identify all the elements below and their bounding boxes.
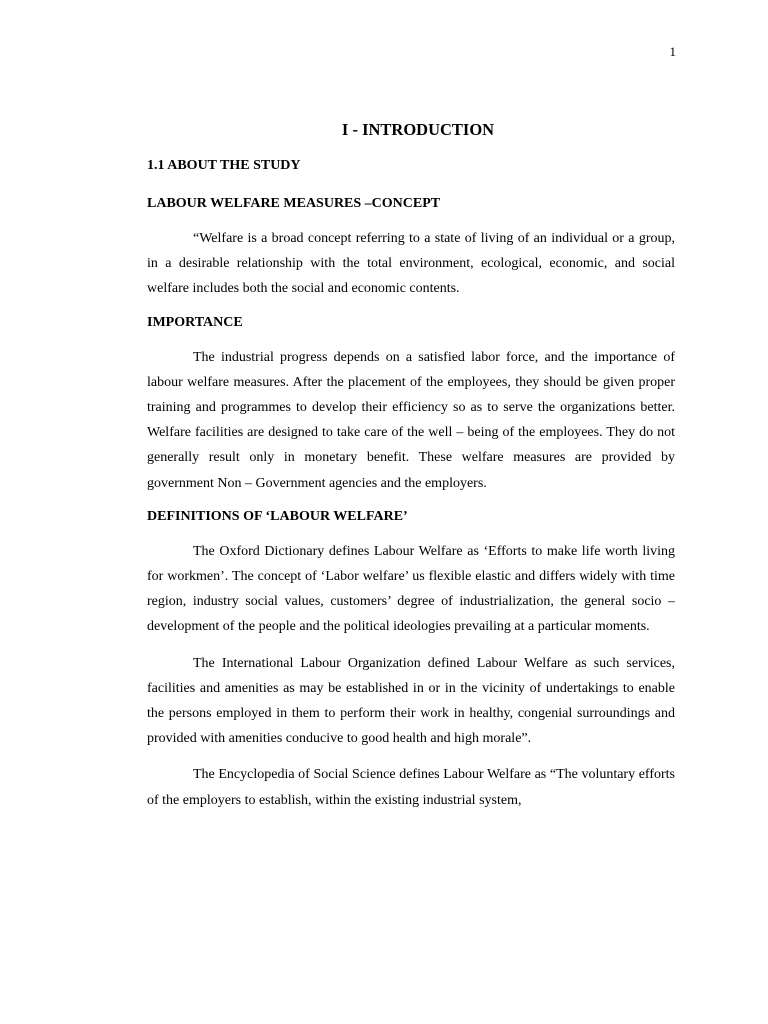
section-heading-about-study: 1.1 ABOUT THE STUDY: [147, 158, 301, 173]
section-heading-welfare-concept: LABOUR WELFARE MEASURES –CONCEPT: [147, 196, 441, 211]
section-heading-importance: IMPORTANCE: [147, 314, 243, 330]
paragraph-encyclopedia-definition: The Encyclopedia of Social Science defines Labour Welfare as “The voluntary efforts of the employers to establish, within the existing industrial system,: [147, 767, 675, 808]
paragraph-importance: The industrial progress depends on a satisfied labor force, and the importance of labour welfare measures. After the placement of the employees, they should be given proper training and programmes to develop their efficiency so as to serve the organizations better. Welfare facilities are designed to take care of the well – being of the employees. They do not generally result only in monetary benefit. These welfare measures are provided by government Non – Government agencies and the employers.: [147, 349, 675, 491]
paragraph-welfare-concept: “Welfare is a broad concept referring to a state of living of an individual or a group, in a desirable relationship with the total environment, ecological, economic, and social welfare includes both the social and economic contents.: [147, 231, 675, 297]
chapter-title: I - INTRODUCTION: [341, 120, 495, 139]
paragraph-oxford-definition: The Oxford Dictionary defines Labour Welfare as ‘Efforts to make life worth living for workmen’. The concept of ‘Labor welfare’ us flexible elastic and differs widely with time region, industry social values, customers’ degree of industrialization, the general socio – development of the people and the political ideologies prevailing at a particular moments.: [147, 543, 675, 635]
paragraph-ilo-definition: The International Labour Organization defined Labour Welfare as such services, facilities and amenities as may be established in or in the vicinity of undertakings to enable the persons employed in them to perform their work in healthy, congenial surroundings and provided with amenities conducive to good health and high morale”.: [147, 655, 675, 747]
page-content: [147, 118, 675, 813]
section-heading-definitions: DEFINITIONS OF ‘LABOUR WELFARE’: [147, 508, 408, 524]
page-number: 1: [669, 44, 676, 59]
